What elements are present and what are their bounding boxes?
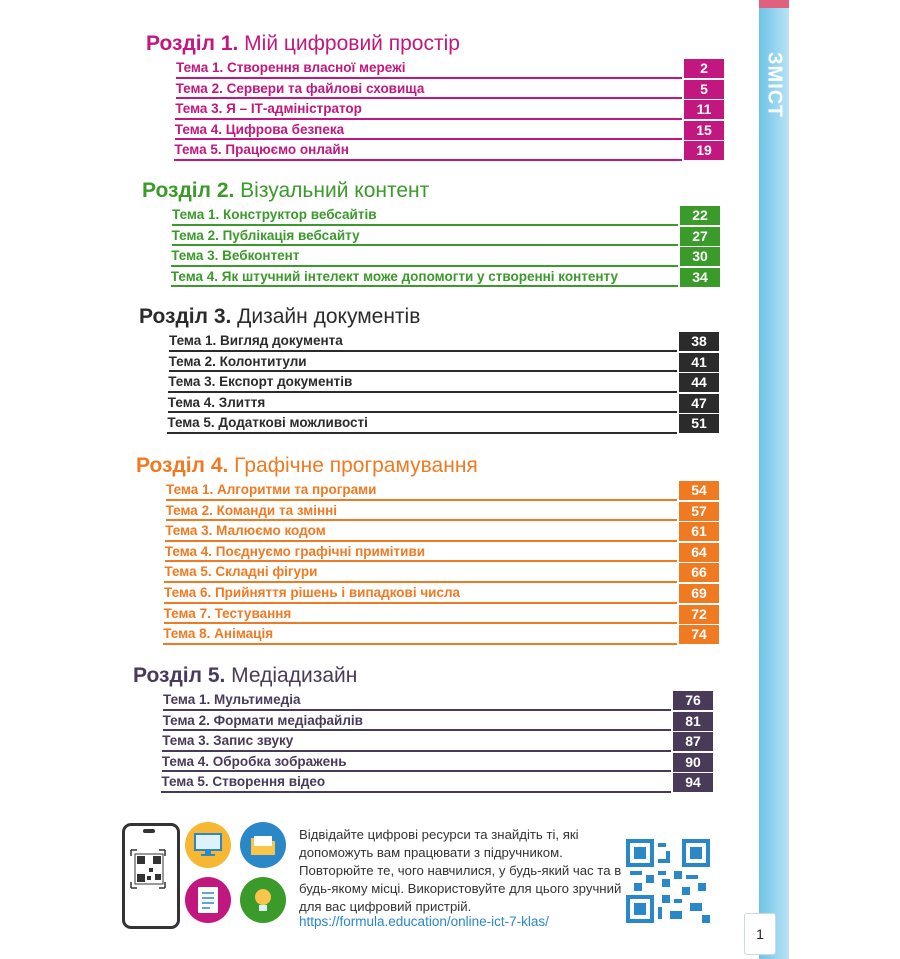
section-name: Візуальний контент: [240, 179, 430, 202]
page-number-badge: 87: [673, 732, 713, 751]
topic-underline: [171, 285, 678, 287]
topic-label: Тема 2. Колонтитули: [168, 353, 307, 369]
toc-row[interactable]: [169, 331, 719, 352]
toc-row[interactable]: [168, 393, 719, 414]
topic-label: Тема 4. Цифрова безпека: [174, 121, 345, 137]
phone-qr-icon: [122, 823, 180, 929]
topic-label: Тема 7. Тестування: [163, 605, 292, 621]
toc-row[interactable]: [174, 140, 724, 161]
toc-row[interactable]: [162, 731, 713, 752]
page-number-badge: 5: [684, 80, 724, 99]
footer-description: Відвідайте цифрові ресурси та знайдіть ті, які допоможуть вам працювати з підручником. Повторюйте те, чого навчилися, у будь-який час та в будь-якому місці. Використовуйте для цього зручний для вас цифровий пристрій.: [299, 827, 622, 914]
page-number-badge: 2: [684, 59, 724, 78]
section-title: [146, 30, 724, 58]
topic-label: Тема 8. Анімація: [163, 626, 274, 642]
topic-label: Тема 2. Формати медіафайлів: [162, 712, 363, 728]
page-number-badge: 47: [679, 394, 719, 413]
section-5: [133, 662, 713, 793]
section-name: Медіадизайн: [231, 664, 358, 687]
toc-row[interactable]: [171, 246, 720, 267]
toc-row[interactable]: [168, 372, 719, 393]
toc-row[interactable]: [166, 480, 719, 501]
qr-code-icon: [626, 838, 710, 924]
topic-label: Тема 2. Команди та змінні: [165, 502, 338, 518]
toc-row[interactable]: [162, 752, 713, 773]
topic-underline: [163, 643, 677, 645]
page-number-badge: 34: [680, 268, 720, 287]
topic-label: Тема 5. Працюємо онлайн: [174, 142, 349, 158]
checklist-icon: [185, 877, 231, 923]
topic-label: Тема 4. Злиття: [167, 394, 266, 410]
topic-label: Тема 1. Конструктор вебсайтів: [172, 207, 377, 222]
page-number-badge: 72: [679, 605, 719, 624]
topic-underline: [167, 432, 677, 434]
page-number-badge: 90: [673, 753, 713, 772]
section-2: [142, 177, 720, 287]
page-number-badge: 51: [679, 414, 719, 433]
section-name: Графічне програмування: [234, 454, 478, 477]
section-title: [142, 177, 720, 205]
side-tab-accent: [759, 0, 789, 8]
topic-label: Тема 1. Створення власної мережі: [176, 60, 406, 75]
toc-row[interactable]: [176, 79, 724, 100]
topic-label: Тема 5. Складні фігури: [164, 564, 318, 580]
page-number-badge: 15: [684, 121, 724, 140]
toc-row[interactable]: [176, 58, 724, 79]
toc-row[interactable]: [163, 711, 713, 732]
toc-row[interactable]: [166, 501, 719, 522]
toc-row[interactable]: [165, 521, 719, 542]
section-4: [136, 452, 719, 645]
topic-label: Тема 4. Як штучний інтелект може допомогти у створенні контенту: [170, 268, 619, 284]
topic-label: Тема 3. Я – ІТ-адміністратор: [175, 101, 362, 117]
folder-icon: [240, 822, 286, 868]
toc-row[interactable]: [172, 226, 720, 247]
topic-label: Тема 3. Малюємо кодом: [165, 523, 326, 539]
section-prefix: Розділ 1.: [146, 32, 239, 55]
section-prefix: Розділ 5.: [133, 664, 226, 687]
section-title: [136, 452, 719, 480]
page-number-badge: 81: [673, 712, 713, 731]
section-1: [146, 30, 724, 161]
page-number-badge: 11: [684, 100, 724, 119]
toc-row[interactable]: [172, 205, 720, 226]
toc-row[interactable]: [169, 352, 719, 373]
page-number-badge: 69: [679, 584, 719, 603]
topic-label: Тема 1. Алгоритми та програми: [166, 482, 377, 497]
toc-row[interactable]: [161, 772, 713, 793]
page-number-badge: 22: [680, 206, 720, 225]
topic-label: Тема 3. Експорт документів: [168, 374, 353, 390]
page-number-badge: 61: [679, 522, 719, 541]
page-number-badge: 30: [680, 247, 720, 266]
toc-row[interactable]: [165, 542, 719, 563]
page-number-badge: 64: [679, 543, 719, 562]
section-prefix: Розділ 3.: [139, 305, 232, 328]
toc-row[interactable]: [163, 624, 719, 645]
toc-row[interactable]: [164, 604, 719, 625]
page-number-badge: 44: [679, 373, 719, 392]
topic-label: Тема 1. Мультимедіа: [163, 692, 301, 707]
topic-label: Тема 5. Створення відео: [161, 774, 326, 790]
page-number-badge: 57: [679, 502, 719, 521]
toc-row[interactable]: [164, 562, 719, 583]
toc-row[interactable]: [163, 690, 713, 711]
page-number-badge: 19: [684, 141, 724, 160]
topic-label: Тема 5. Додаткові можливості: [167, 415, 368, 431]
side-tab-label: ЗМІСТ: [763, 52, 786, 118]
topic-label: Тема 2. Сервери та файлові сховища: [175, 80, 425, 96]
topic-underline: [161, 791, 671, 793]
page-number-badge: 54: [679, 481, 719, 500]
topic-label: Тема 4. Обробка зображень: [161, 753, 347, 769]
page-number-badge: 94: [673, 773, 713, 792]
section-name: Дизайн документів: [237, 305, 421, 328]
page-number-badge: 74: [679, 625, 719, 644]
toc-row[interactable]: [175, 99, 724, 120]
topic-label: Тема 3. Вебконтент: [171, 248, 300, 264]
footer-link[interactable]: https://formula.education/online-ict-7-klas/: [299, 914, 549, 929]
page-number-badge: 38: [679, 332, 719, 351]
lightbulb-icon: [240, 877, 286, 923]
section-title: [139, 303, 719, 331]
page-number-badge: 27: [680, 227, 720, 246]
side-tab: [759, 0, 789, 959]
toc-row[interactable]: [175, 120, 724, 141]
toc-row[interactable]: [167, 413, 719, 434]
page-number-badge: 41: [679, 353, 719, 372]
section-prefix: Розділ 2.: [142, 179, 235, 202]
monitor-icon: [185, 822, 231, 868]
topic-label: Тема 4. Поєднуємо графічні примітиви: [164, 543, 426, 559]
page-number-badge: 66: [679, 563, 719, 582]
section-3: [139, 303, 719, 434]
topic-label: Тема 6. Прийняття рішень і випадкові числа: [164, 584, 461, 600]
toc-row[interactable]: [171, 267, 720, 288]
section-name: Мій цифровий простір: [244, 32, 460, 55]
section-prefix: Розділ 4.: [136, 454, 229, 477]
topic-underline: [174, 159, 682, 161]
topic-label: Тема 2. Публікація вебсайту: [171, 227, 360, 243]
topic-label: Тема 3. Запис звуку: [162, 733, 294, 749]
page-number-badge: 76: [673, 691, 713, 710]
page-number: 1: [744, 913, 776, 955]
section-title: [133, 662, 713, 690]
toc-row[interactable]: [164, 583, 719, 604]
topic-label: Тема 1. Вигляд документа: [169, 333, 343, 348]
